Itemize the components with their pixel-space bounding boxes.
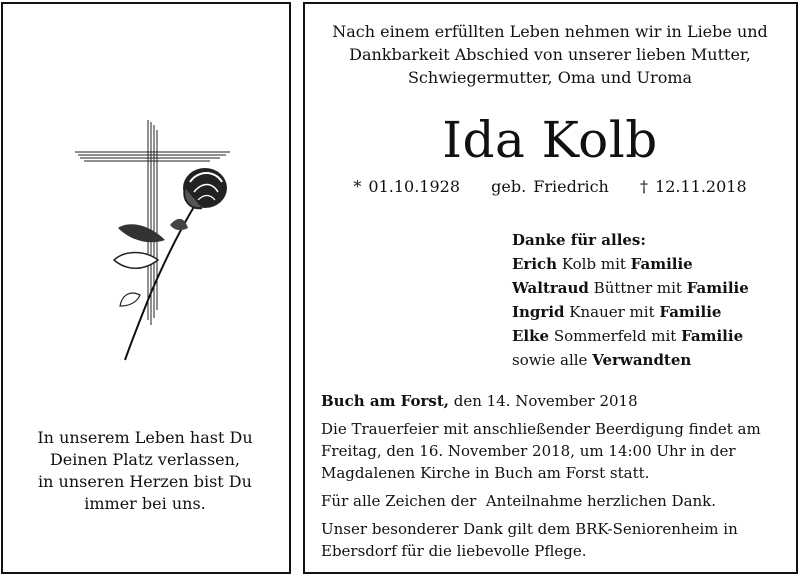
- poem-line: In unserem Leben hast Du: [37, 428, 253, 447]
- mourner-row: [512, 252, 782, 276]
- mourner-rest: Kolb mit: [557, 255, 631, 273]
- deceased-name: Ida Kolb: [442, 111, 658, 169]
- memorial-poem: [10, 427, 280, 515]
- thanks-heading: Danke für alles:: [512, 231, 646, 249]
- birth-date: * 01.10.1928: [353, 177, 461, 196]
- mourner-rest: Sommerfeld mit: [549, 327, 682, 345]
- intro-text: [305, 20, 795, 89]
- special-thanks-line: Unser besonderer Dank gilt dem BRK-Seniorenheim in: [321, 520, 738, 538]
- mourners-list: [512, 228, 782, 372]
- mourner-row: [512, 324, 782, 348]
- ceremony-info: [321, 418, 791, 484]
- gratitude-line: Für alle Zeichen der Anteilnahme herzlichen Dank.: [321, 492, 717, 510]
- place-date: [321, 390, 791, 412]
- intro-line: Schwiegermutter, Oma und Uroma: [407, 68, 693, 87]
- mourner-first: Ingrid: [512, 303, 565, 321]
- mourner-family: Familie: [659, 303, 722, 321]
- maiden-name: geb. Friedrich: [491, 177, 609, 196]
- ceremony-line: Magdalenen Kirche in Buch am Forst statt.: [321, 464, 650, 482]
- closing-prefix: sowie alle: [512, 351, 593, 369]
- cross-with-rose-icon: [70, 120, 240, 370]
- intro-line: Nach einem erfüllten Leben nehmen wir in Liebe und: [332, 22, 768, 41]
- mourner-first: Erich: [512, 255, 558, 273]
- mourner-family: Familie: [681, 327, 744, 345]
- closing-bold: Verwandten: [592, 351, 692, 369]
- poem-line: Deinen Platz verlassen,: [49, 450, 241, 469]
- special-thanks: [321, 518, 791, 562]
- date: den 14. November 2018: [449, 392, 638, 410]
- announcement-body: [321, 390, 791, 562]
- mourner-family: Familie: [630, 255, 693, 273]
- mourner-rest: Knauer mit: [564, 303, 660, 321]
- mourner-rest: Büttner mit: [588, 279, 687, 297]
- mourner-first: Elke: [512, 327, 550, 345]
- place: Buch am Forst,: [321, 392, 449, 410]
- ceremony-line: Freitag, den 16. November 2018, um 14:00 Uhr in der: [321, 442, 736, 460]
- relatives-row: [512, 348, 782, 372]
- mourner-row: [512, 276, 782, 300]
- life-dates: [305, 176, 795, 198]
- mourner-family: Familie: [686, 279, 749, 297]
- special-thanks-line: Ebersdorf für die liebevolle Pflege.: [321, 542, 587, 560]
- mourner-row: [512, 300, 782, 324]
- poem-line: in unseren Herzen bist Du: [38, 472, 252, 491]
- death-date: † 12.11.2018: [639, 177, 747, 196]
- poem-line: immer bei uns.: [84, 494, 206, 513]
- ceremony-line: Die Trauerfeier mit anschließender Beerdigung findet am: [321, 420, 761, 438]
- mourner-first: Waltraud: [512, 279, 589, 297]
- intro-line: Dankbarkeit Abschied von unserer lieben Mutter,: [349, 45, 751, 64]
